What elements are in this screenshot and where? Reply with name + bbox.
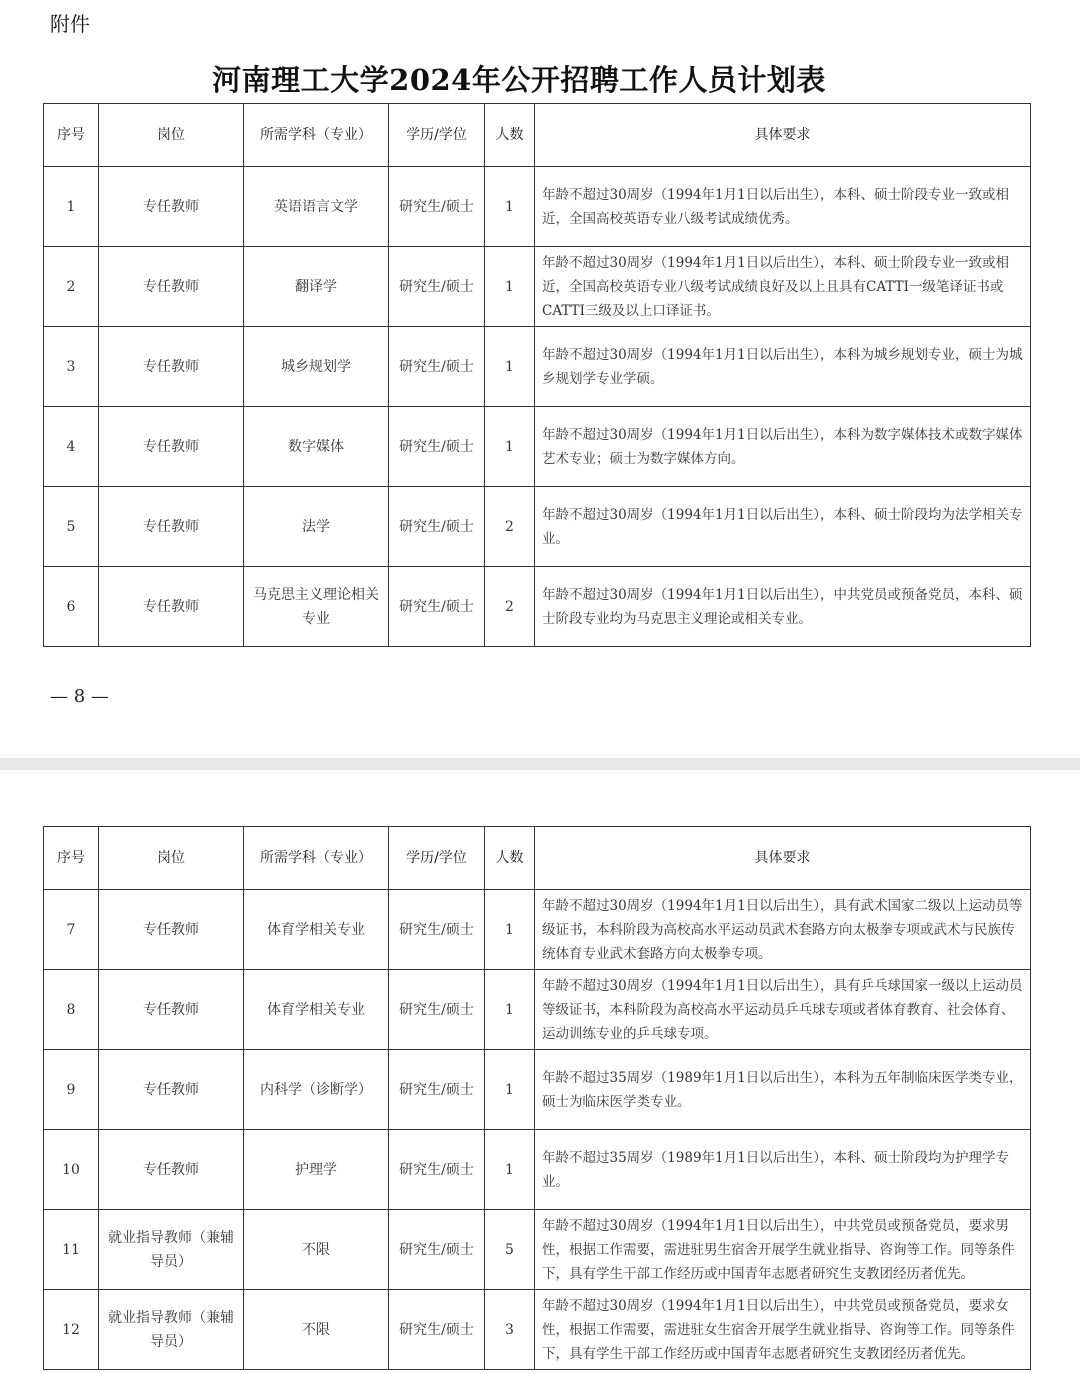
- cell-no: 1: [44, 167, 99, 247]
- cell-subject: 体育学相关专业: [244, 970, 389, 1050]
- recruitment-plan-table-page-1: [43, 103, 1031, 647]
- cell-subject: 城乡规划学: [244, 327, 389, 407]
- cell-position: 专任教师: [99, 970, 244, 1050]
- header-count: 人数: [485, 827, 535, 890]
- cell-position: 专任教师: [99, 327, 244, 407]
- header-no: 序号: [44, 827, 99, 890]
- cell-requirement: 年龄不超过30周岁（1994年1月1日以后出生），具有乒乓球国家一级以上运动员等级证书，本科阶段为高校高水平运动员乒乓球专项或者体育教育、社会体育、运动训练专业的乒乓球专项。: [535, 970, 1031, 1050]
- table-row: [44, 1290, 1031, 1370]
- header-position: 岗位: [99, 827, 244, 890]
- cell-no: 7: [44, 890, 99, 970]
- cell-count: 1: [485, 970, 535, 1050]
- cell-education: 研究生/硕士: [389, 1290, 485, 1370]
- cell-no: 3: [44, 327, 99, 407]
- table-row: [44, 970, 1031, 1050]
- cell-requirement: 年龄不超过30周岁（1994年1月1日以后出生），本科、硕士阶段均为法学相关专业。: [535, 487, 1031, 567]
- table-header-row: [44, 104, 1031, 167]
- cell-position: 专任教师: [99, 567, 244, 647]
- table-row: [44, 1050, 1031, 1130]
- cell-subject: 护理学: [244, 1130, 389, 1210]
- cell-position: 就业指导教师（兼辅导员）: [99, 1290, 244, 1370]
- header-subject: 所需学科（专业）: [244, 827, 389, 890]
- document-page-2: [0, 770, 1080, 1374]
- cell-count: 5: [485, 1210, 535, 1290]
- cell-position: 专任教师: [99, 247, 244, 327]
- cell-subject: 英语语言文学: [244, 167, 389, 247]
- cell-education: 研究生/硕士: [389, 167, 485, 247]
- table-row: [44, 247, 1031, 327]
- cell-education: 研究生/硕士: [389, 1210, 485, 1290]
- table-row: [44, 1210, 1031, 1290]
- cell-education: 研究生/硕士: [389, 1050, 485, 1130]
- cell-subject: 不限: [244, 1290, 389, 1370]
- cell-position: 专任教师: [99, 1130, 244, 1210]
- table-header-row: [44, 827, 1031, 890]
- table-row: [44, 407, 1031, 487]
- cell-requirement: 年龄不超过30周岁（1994年1月1日以后出生），中共党员或预备党员，本科、硕士阶段专业均为马克思主义理论或相关专业。: [535, 567, 1031, 647]
- cell-requirement: 年龄不超过30周岁（1994年1月1日以后出生），本科、硕士阶段专业一致或相近，全国高校英语专业八级考试成绩优秀。: [535, 167, 1031, 247]
- cell-no: 4: [44, 407, 99, 487]
- cell-requirement: 年龄不超过30周岁（1994年1月1日以后出生），具有武术国家二级以上运动员等级证书，本科阶段为高校高水平运动员武术套路方向太极拳专项或武术与民族传统体育专业武术套路方向太极拳专项。: [535, 890, 1031, 970]
- cell-position: 专任教师: [99, 1050, 244, 1130]
- cell-no: 5: [44, 487, 99, 567]
- table-row: [44, 487, 1031, 567]
- cell-position: 专任教师: [99, 487, 244, 567]
- cell-subject: 内科学（诊断学）: [244, 1050, 389, 1130]
- cell-no: 11: [44, 1210, 99, 1290]
- page-separator: [0, 758, 1080, 770]
- table-row: [44, 890, 1031, 970]
- cell-education: 研究生/硕士: [389, 970, 485, 1050]
- cell-no: 9: [44, 1050, 99, 1130]
- header-requirement: 具体要求: [535, 827, 1031, 890]
- cell-requirement: 年龄不超过35周岁（1989年1月1日以后出生），本科、硕士阶段均为护理学专业。: [535, 1130, 1031, 1210]
- cell-count: 1: [485, 407, 535, 487]
- document-title: 河南理工大学2024年公开招聘工作人员计划表: [212, 63, 826, 97]
- header-education: 学历/学位: [389, 104, 485, 167]
- cell-no: 6: [44, 567, 99, 647]
- cell-count: 1: [485, 890, 535, 970]
- header-position: 岗位: [99, 104, 244, 167]
- table-row: [44, 167, 1031, 247]
- page-number: — 8 —: [50, 686, 109, 707]
- cell-position: 专任教师: [99, 167, 244, 247]
- cell-requirement: 年龄不超过35周岁（1989年1月1日以后出生），本科为五年制临床医学类专业，硕士为临床医学类专业。: [535, 1050, 1031, 1130]
- cell-count: 1: [485, 167, 535, 247]
- cell-education: 研究生/硕士: [389, 1130, 485, 1210]
- cell-no: 2: [44, 247, 99, 327]
- cell-requirement: 年龄不超过30周岁（1994年1月1日以后出生），本科为城乡规划专业，硕士为城乡规划学专业学硕。: [535, 327, 1031, 407]
- table-row: [44, 1130, 1031, 1210]
- cell-subject: 不限: [244, 1210, 389, 1290]
- cell-count: 2: [485, 567, 535, 647]
- cell-subject: 法学: [244, 487, 389, 567]
- cell-education: 研究生/硕士: [389, 890, 485, 970]
- header-subject: 所需学科（专业）: [244, 104, 389, 167]
- cell-requirement: 年龄不超过30周岁（1994年1月1日以后出生），中共党员或预备党员，要求男性，根据工作需要，需进驻男生宿舍开展学生就业指导、咨询等工作。同等条件下，具有学生干部工作经历或中国青年志愿者研究生支教团经历者优先。: [535, 1210, 1031, 1290]
- table-row: [44, 327, 1031, 407]
- header-education: 学历/学位: [389, 827, 485, 890]
- cell-subject: 翻译学: [244, 247, 389, 327]
- cell-requirement: 年龄不超过30周岁（1994年1月1日以后出生），本科、硕士阶段专业一致或相近，全国高校英语专业八级考试成绩良好及以上且具有CATTI一级笔译证书或CATTI三级及以上口译证书。: [535, 247, 1031, 327]
- cell-subject: 数字媒体: [244, 407, 389, 487]
- cell-education: 研究生/硕士: [389, 327, 485, 407]
- header-no: 序号: [44, 104, 99, 167]
- cell-no: 8: [44, 970, 99, 1050]
- cell-no: 12: [44, 1290, 99, 1370]
- cell-count: 1: [485, 1130, 535, 1210]
- recruitment-plan-table-page-2: [43, 826, 1031, 1370]
- cell-position: 就业指导教师（兼辅导员）: [99, 1210, 244, 1290]
- cell-requirement: 年龄不超过30周岁（1994年1月1日以后出生），本科为数字媒体技术或数字媒体艺术专业；硕士为数字媒体方向。: [535, 407, 1031, 487]
- cell-education: 研究生/硕士: [389, 407, 485, 487]
- cell-education: 研究生/硕士: [389, 247, 485, 327]
- attachment-label: 附件: [50, 12, 90, 36]
- cell-no: 10: [44, 1130, 99, 1210]
- table-row: [44, 567, 1031, 647]
- cell-position: 专任教师: [99, 407, 244, 487]
- header-requirement: 具体要求: [535, 104, 1031, 167]
- cell-subject: 马克思主义理论相关专业: [244, 567, 389, 647]
- cell-count: 1: [485, 327, 535, 407]
- cell-count: 3: [485, 1290, 535, 1370]
- cell-subject: 体育学相关专业: [244, 890, 389, 970]
- cell-requirement: 年龄不超过30周岁（1994年1月1日以后出生），中共党员或预备党员，要求女性，根据工作需要，需进驻女生宿舍开展学生就业指导、咨询等工作。同等条件下，具有学生干部工作经历或中国青年志愿者研究生支教团经历者优先。: [535, 1290, 1031, 1370]
- cell-education: 研究生/硕士: [389, 567, 485, 647]
- cell-count: 2: [485, 487, 535, 567]
- header-count: 人数: [485, 104, 535, 167]
- cell-count: 1: [485, 1050, 535, 1130]
- cell-position: 专任教师: [99, 890, 244, 970]
- cell-count: 1: [485, 247, 535, 327]
- cell-education: 研究生/硕士: [389, 487, 485, 567]
